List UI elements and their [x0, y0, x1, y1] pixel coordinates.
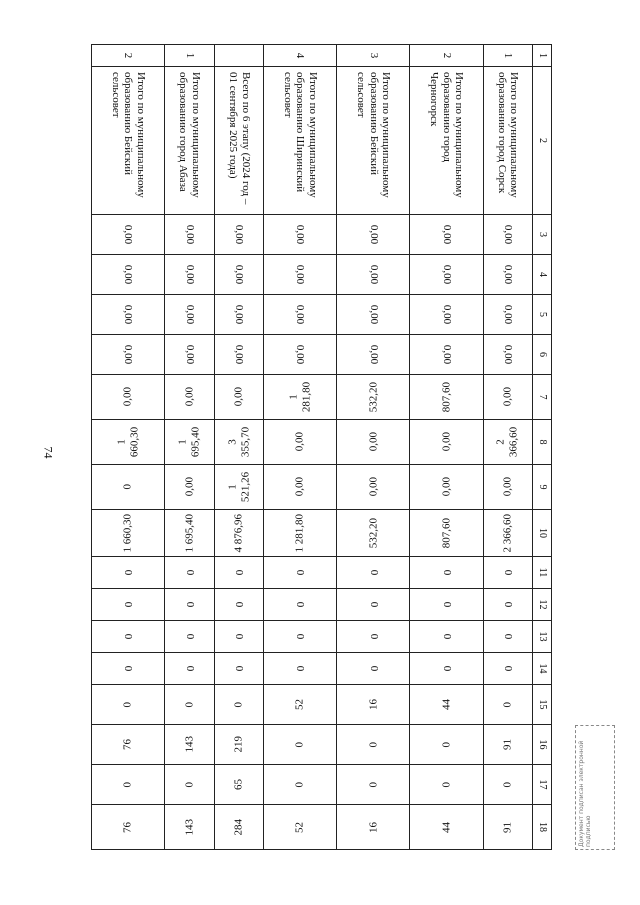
value-cell: 0	[92, 621, 165, 653]
value-text: 1 281,80	[287, 381, 313, 413]
value-text: 1 695,40	[183, 513, 196, 553]
value-text: 0,00	[183, 387, 196, 407]
value-cell	[92, 510, 165, 557]
value-cell: 0	[165, 589, 214, 621]
value-cell: 0,00	[410, 215, 483, 255]
column-number-cell: 10	[533, 510, 552, 557]
column-number-cell: 6	[533, 335, 552, 375]
table-row	[165, 45, 214, 850]
value-cell: 0	[337, 589, 410, 621]
value-text: 0	[183, 701, 196, 708]
value-cell: 0,00	[337, 255, 410, 295]
column-number-cell: 3	[533, 215, 552, 255]
value-cell	[214, 420, 263, 465]
column-number-cell: 13	[533, 621, 552, 653]
value-cell: 0,00	[337, 295, 410, 335]
value-cell: 0	[92, 557, 165, 589]
value-text: 1 695,40	[176, 426, 202, 458]
column-number-cell: 7	[533, 375, 552, 420]
value-cell	[264, 805, 337, 850]
value-cell	[165, 375, 214, 420]
value-cell	[410, 685, 483, 725]
value-text: 0,00	[440, 432, 453, 452]
value-text: 0,00	[293, 477, 306, 497]
value-text: 0,00	[293, 432, 306, 452]
value-text: 0,00	[121, 387, 134, 407]
column-number-cell: 8	[533, 420, 552, 465]
value-cell: 0,00	[264, 335, 337, 375]
value-cell	[337, 685, 410, 725]
value-cell	[337, 375, 410, 420]
value-cell	[165, 510, 214, 557]
value-cell	[165, 765, 214, 805]
value-cell: 0,00	[337, 215, 410, 255]
value-text: 0	[121, 484, 134, 490]
column-number-cell: 11	[533, 557, 552, 589]
value-cell	[165, 465, 214, 510]
value-text: 807,60	[440, 517, 453, 549]
value-text: 16	[367, 699, 380, 710]
value-cell	[337, 765, 410, 805]
value-cell	[337, 420, 410, 465]
value-text: 0,00	[440, 477, 453, 497]
value-cell	[483, 805, 532, 850]
value-cell: 0	[214, 621, 263, 653]
value-cell: 0	[92, 653, 165, 685]
value-text: 4 876,96	[232, 513, 245, 553]
value-text: 1 660,30	[115, 426, 141, 458]
value-cell: 0	[264, 653, 337, 685]
value-cell	[214, 685, 263, 725]
table-row	[483, 45, 532, 850]
value-cell	[92, 685, 165, 725]
row-number-cell: 1	[483, 45, 532, 67]
value-cell	[165, 725, 214, 765]
value-cell: 0,00	[165, 255, 214, 295]
column-number-cell: 17	[533, 765, 552, 805]
value-cell: 0,00	[165, 335, 214, 375]
value-cell: 0	[410, 557, 483, 589]
value-cell: 0,00	[337, 335, 410, 375]
column-number-cell: 12	[533, 589, 552, 621]
column-number-cell: 5	[533, 295, 552, 335]
value-cell	[264, 375, 337, 420]
value-text: 52	[293, 699, 306, 710]
value-text: 16	[367, 821, 380, 833]
value-cell: 0	[264, 621, 337, 653]
value-cell: 0,00	[214, 335, 263, 375]
row-label-cell: Итого по муниципальному образованию город Сорск	[483, 67, 532, 215]
column-number-cell: 1	[533, 45, 552, 67]
value-text: 44	[440, 821, 453, 833]
value-cell	[214, 510, 263, 557]
value-cell: 0	[483, 557, 532, 589]
value-cell	[410, 805, 483, 850]
value-text: 76	[121, 821, 134, 833]
value-text: 807,60	[440, 381, 453, 413]
value-text: 0,00	[232, 387, 245, 407]
value-cell: 0,00	[92, 295, 165, 335]
value-cell	[483, 420, 532, 465]
column-number-cell: 9	[533, 465, 552, 510]
column-number-cell: 15	[533, 685, 552, 725]
value-cell	[92, 805, 165, 850]
data-table	[91, 44, 552, 850]
value-cell	[483, 510, 532, 557]
value-cell	[337, 725, 410, 765]
value-cell: 0,00	[483, 255, 532, 295]
value-cell	[410, 465, 483, 510]
value-cell	[214, 725, 263, 765]
value-cell	[483, 685, 532, 725]
value-cell: 0	[483, 589, 532, 621]
table-row	[214, 45, 263, 850]
value-cell: 0	[264, 589, 337, 621]
value-cell: 0,00	[214, 255, 263, 295]
value-cell: 0	[214, 589, 263, 621]
value-cell: 0,00	[483, 335, 532, 375]
value-cell	[337, 510, 410, 557]
row-label-cell: Итого по муниципальному образованию Ширинский сельсовет	[264, 67, 337, 215]
value-text: 0	[367, 781, 380, 788]
value-cell: 0	[165, 653, 214, 685]
value-cell	[337, 805, 410, 850]
value-text: 143	[183, 736, 196, 753]
value-text: 0	[293, 781, 306, 788]
value-cell: 0	[337, 653, 410, 685]
value-cell: 0	[165, 557, 214, 589]
row-label-cell: Итого по муниципальному образованию город Черногорск	[410, 67, 483, 215]
value-cell	[410, 765, 483, 805]
value-cell	[214, 765, 263, 805]
value-cell: 0,00	[264, 295, 337, 335]
value-text: 52	[293, 821, 306, 833]
value-cell: 0	[264, 557, 337, 589]
value-text: 1 660,30	[121, 513, 134, 553]
value-text: 0	[293, 741, 306, 748]
value-cell: 0	[337, 621, 410, 653]
value-cell: 0	[483, 621, 532, 653]
value-text: 0,00	[501, 477, 514, 497]
value-text: 0	[501, 781, 514, 788]
value-text: 3 355,70	[226, 426, 251, 458]
value-cell	[165, 420, 214, 465]
value-cell	[264, 420, 337, 465]
value-text: 532,20	[367, 381, 380, 413]
value-cell	[92, 375, 165, 420]
value-cell	[165, 685, 214, 725]
value-text: 91	[501, 739, 514, 750]
value-text: 1 521,26	[226, 471, 251, 503]
value-cell	[92, 465, 165, 510]
row-label-cell: Итого по муниципальному образованию город Абаза	[165, 67, 214, 215]
value-text: 0,00	[183, 477, 196, 497]
value-text: 0,00	[367, 432, 380, 452]
row-number-cell: 3	[337, 45, 410, 67]
value-cell: 0,00	[410, 255, 483, 295]
value-cell	[483, 375, 532, 420]
value-text: 143	[183, 818, 196, 836]
value-text: 284	[232, 818, 245, 836]
value-text: 0	[501, 701, 514, 708]
value-cell: 0	[165, 621, 214, 653]
row-label-cell: Всего по 6 этапу (2024 год – 01 сентября 2025 года)	[214, 67, 263, 215]
value-cell	[214, 805, 263, 850]
value-cell: 0,00	[165, 295, 214, 335]
value-cell	[410, 510, 483, 557]
value-text: 0,00	[501, 387, 514, 407]
value-cell	[410, 725, 483, 765]
value-text: 0,00	[367, 477, 380, 497]
value-cell: 0,00	[214, 295, 263, 335]
value-cell: 0,00	[92, 215, 165, 255]
value-cell	[214, 375, 263, 420]
value-text: 0	[232, 701, 245, 708]
value-cell	[92, 420, 165, 465]
value-cell: 0,00	[92, 255, 165, 295]
value-cell: 0,00	[483, 295, 532, 335]
value-cell	[410, 375, 483, 420]
value-cell	[264, 685, 337, 725]
value-text: 2 366,60	[501, 513, 514, 553]
row-number-cell: 1	[165, 45, 214, 67]
value-text: 0	[440, 741, 453, 748]
value-cell	[214, 465, 263, 510]
value-cell: 0	[214, 653, 263, 685]
value-cell	[264, 510, 337, 557]
row-number-cell	[214, 45, 263, 67]
value-cell: 0	[214, 557, 263, 589]
value-cell: 0,00	[264, 215, 337, 255]
value-cell	[483, 465, 532, 510]
value-cell: 0	[337, 557, 410, 589]
row-number-cell: 4	[264, 45, 337, 67]
value-cell: 0	[410, 621, 483, 653]
value-cell: 0,00	[92, 335, 165, 375]
value-text: 44	[440, 699, 453, 710]
column-number-cell: 18	[533, 805, 552, 850]
value-cell: 0,00	[483, 215, 532, 255]
value-cell	[165, 805, 214, 850]
value-text: 219	[232, 736, 245, 753]
rotated-table-container	[91, 44, 552, 849]
row-number-cell: 2	[410, 45, 483, 67]
value-cell: 0	[483, 653, 532, 685]
value-cell	[337, 465, 410, 510]
signature-stamp: Документ подписан электронной подписью	[575, 725, 615, 850]
value-cell	[483, 725, 532, 765]
value-text: 0	[121, 781, 134, 788]
value-cell: 0	[410, 653, 483, 685]
value-cell: 0	[92, 589, 165, 621]
value-cell: 0,00	[410, 295, 483, 335]
value-text: 1 281,80	[293, 513, 306, 553]
value-text: 0	[367, 741, 380, 748]
value-text: 532,20	[367, 517, 380, 549]
value-cell: 0,00	[165, 215, 214, 255]
column-number-cell: 2	[533, 67, 552, 215]
value-cell	[92, 765, 165, 805]
row-label-cell: Итого по муниципальному образованию Бейский сельсовет	[92, 67, 165, 215]
value-cell: 0,00	[264, 255, 337, 295]
table-row	[410, 45, 483, 850]
row-number-cell: 2	[92, 45, 165, 67]
value-cell	[410, 420, 483, 465]
value-cell: 0,00	[214, 215, 263, 255]
value-cell	[264, 465, 337, 510]
value-text: 65	[232, 779, 245, 790]
value-cell	[264, 725, 337, 765]
value-text: 91	[501, 821, 514, 833]
table-row	[92, 45, 165, 850]
page-number: 74	[41, 446, 56, 459]
value-cell	[264, 765, 337, 805]
value-cell: 0,00	[410, 335, 483, 375]
column-number-cell: 4	[533, 255, 552, 295]
value-text: 0	[183, 781, 196, 788]
value-text: 76	[121, 739, 134, 750]
value-text: 2 366,60	[495, 426, 520, 458]
column-number-cell: 16	[533, 725, 552, 765]
value-text: 0	[121, 701, 134, 708]
value-cell	[92, 725, 165, 765]
row-label-cell: Итого по муниципальному образованию Бейский сельсовет	[337, 67, 410, 215]
table-row	[264, 45, 337, 850]
value-text: 0	[440, 781, 453, 788]
value-cell	[483, 765, 532, 805]
value-cell: 0	[410, 589, 483, 621]
table-row	[337, 45, 410, 850]
column-number-row	[533, 45, 552, 850]
column-number-cell: 14	[533, 653, 552, 685]
